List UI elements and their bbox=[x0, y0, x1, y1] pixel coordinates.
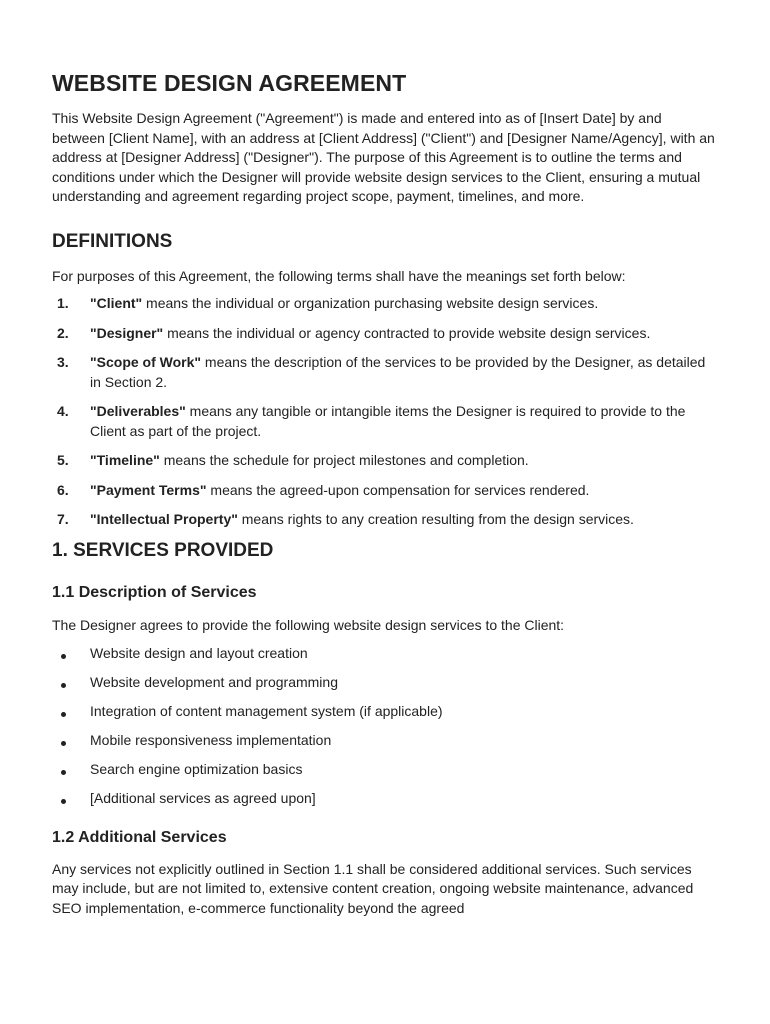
definition-term: "Scope of Work" bbox=[90, 354, 202, 370]
definition-number: 1. bbox=[57, 295, 69, 311]
service-text: Search engine optimization basics bbox=[90, 761, 303, 778]
bullet-icon bbox=[61, 770, 66, 775]
bullet-icon bbox=[61, 654, 66, 659]
definitions-lead: For purposes of this Agreement, the following terms shall have the meanings set forth below: bbox=[52, 267, 626, 284]
service-item bbox=[52, 789, 718, 809]
bullet-icon bbox=[61, 683, 66, 688]
definition-item bbox=[52, 451, 718, 471]
definition-text: means rights to any creation resulting from the design services. bbox=[237, 511, 634, 527]
definition-text: means the individual or agency contracted to provide website design services. bbox=[163, 324, 651, 341]
additional-services-heading: 1.2 Additional Services bbox=[52, 828, 227, 846]
bullet-icon bbox=[61, 799, 66, 804]
definition-number: 3. bbox=[57, 354, 69, 370]
definition-number: 5. bbox=[57, 452, 69, 468]
definition-number: 6. bbox=[57, 481, 69, 498]
service-text: Website design and layout creation bbox=[90, 645, 308, 661]
bullet-icon bbox=[61, 712, 66, 717]
definitions-list bbox=[52, 294, 718, 530]
definition-item bbox=[52, 324, 718, 344]
definition-text: means the agreed-upon compensation for services rendered. bbox=[206, 481, 590, 498]
definition-number: 7. bbox=[57, 511, 69, 527]
definition-item bbox=[52, 481, 718, 501]
service-text: Website development and programming bbox=[90, 674, 338, 691]
definition-term: "Designer" bbox=[90, 324, 164, 341]
definition-item bbox=[52, 510, 718, 530]
description-of-services-heading: 1.1 Description of Services bbox=[52, 583, 257, 601]
definition-item bbox=[52, 294, 718, 314]
definition-text: means the description of the services to be provided by the Designer, as detailed in Section 2. bbox=[90, 354, 706, 390]
service-item bbox=[52, 760, 718, 780]
definition-term: "Timeline" bbox=[90, 452, 160, 468]
definition-item bbox=[52, 402, 718, 441]
definition-number: 4. bbox=[57, 403, 69, 419]
service-item bbox=[52, 644, 718, 664]
definition-text: means any tangible or intangible items the Designer is required to provide to the Client as part of the project. bbox=[90, 403, 686, 439]
definitions-heading: DEFINITIONS bbox=[52, 230, 173, 252]
service-text: Mobile responsiveness implementation bbox=[90, 732, 332, 749]
document-title: WEBSITE DESIGN AGREEMENT bbox=[52, 70, 407, 96]
intro-paragraph: This Website Design Agreement ("Agreement") is made and entered into as of [Insert Date] by and between [Client Name], with an address at [Client Address] ("Client") and [Designer Name/Agency], with an address at [Designer Address] ("Designer"). The purpose of this Agreement is to outline the terms and conditions under which the Designer will provide website design services to the Client, ensuring a mutual understanding and agreement regarding project scope, payment, timelines, and more. bbox=[52, 110, 715, 204]
definition-term: "Client" bbox=[90, 295, 143, 311]
bullet-icon bbox=[61, 741, 66, 746]
service-text: Integration of content management system (if applicable) bbox=[90, 703, 443, 720]
services-heading: 1. SERVICES PROVIDED bbox=[52, 539, 274, 561]
services-list bbox=[52, 644, 718, 809]
services-lead: The Designer agrees to provide the following website design services to the Client: bbox=[52, 616, 565, 633]
additional-services-paragraph: Any services not explicitly outlined in Section 1.1 shall be considered additional services. Such services may include, but are not limited to, extensive content creation, ongoing website maintenance, advanced SEO implementation, e-commerce functionality beyond the agreed bbox=[52, 860, 694, 916]
definition-text: means the individual or organization purchasing website design services. bbox=[142, 295, 599, 311]
definition-number: 2. bbox=[57, 324, 69, 341]
definition-text: means the schedule for project milestones and completion. bbox=[159, 452, 529, 468]
definition-term: "Deliverables" bbox=[90, 403, 186, 419]
definition-item bbox=[52, 353, 718, 392]
service-item bbox=[52, 673, 718, 693]
service-item bbox=[52, 702, 718, 722]
definition-term: "Intellectual Property" bbox=[90, 511, 238, 527]
service-item bbox=[52, 731, 718, 751]
definition-term: "Payment Terms" bbox=[90, 481, 207, 498]
service-text: [Additional services as agreed upon] bbox=[90, 790, 316, 807]
